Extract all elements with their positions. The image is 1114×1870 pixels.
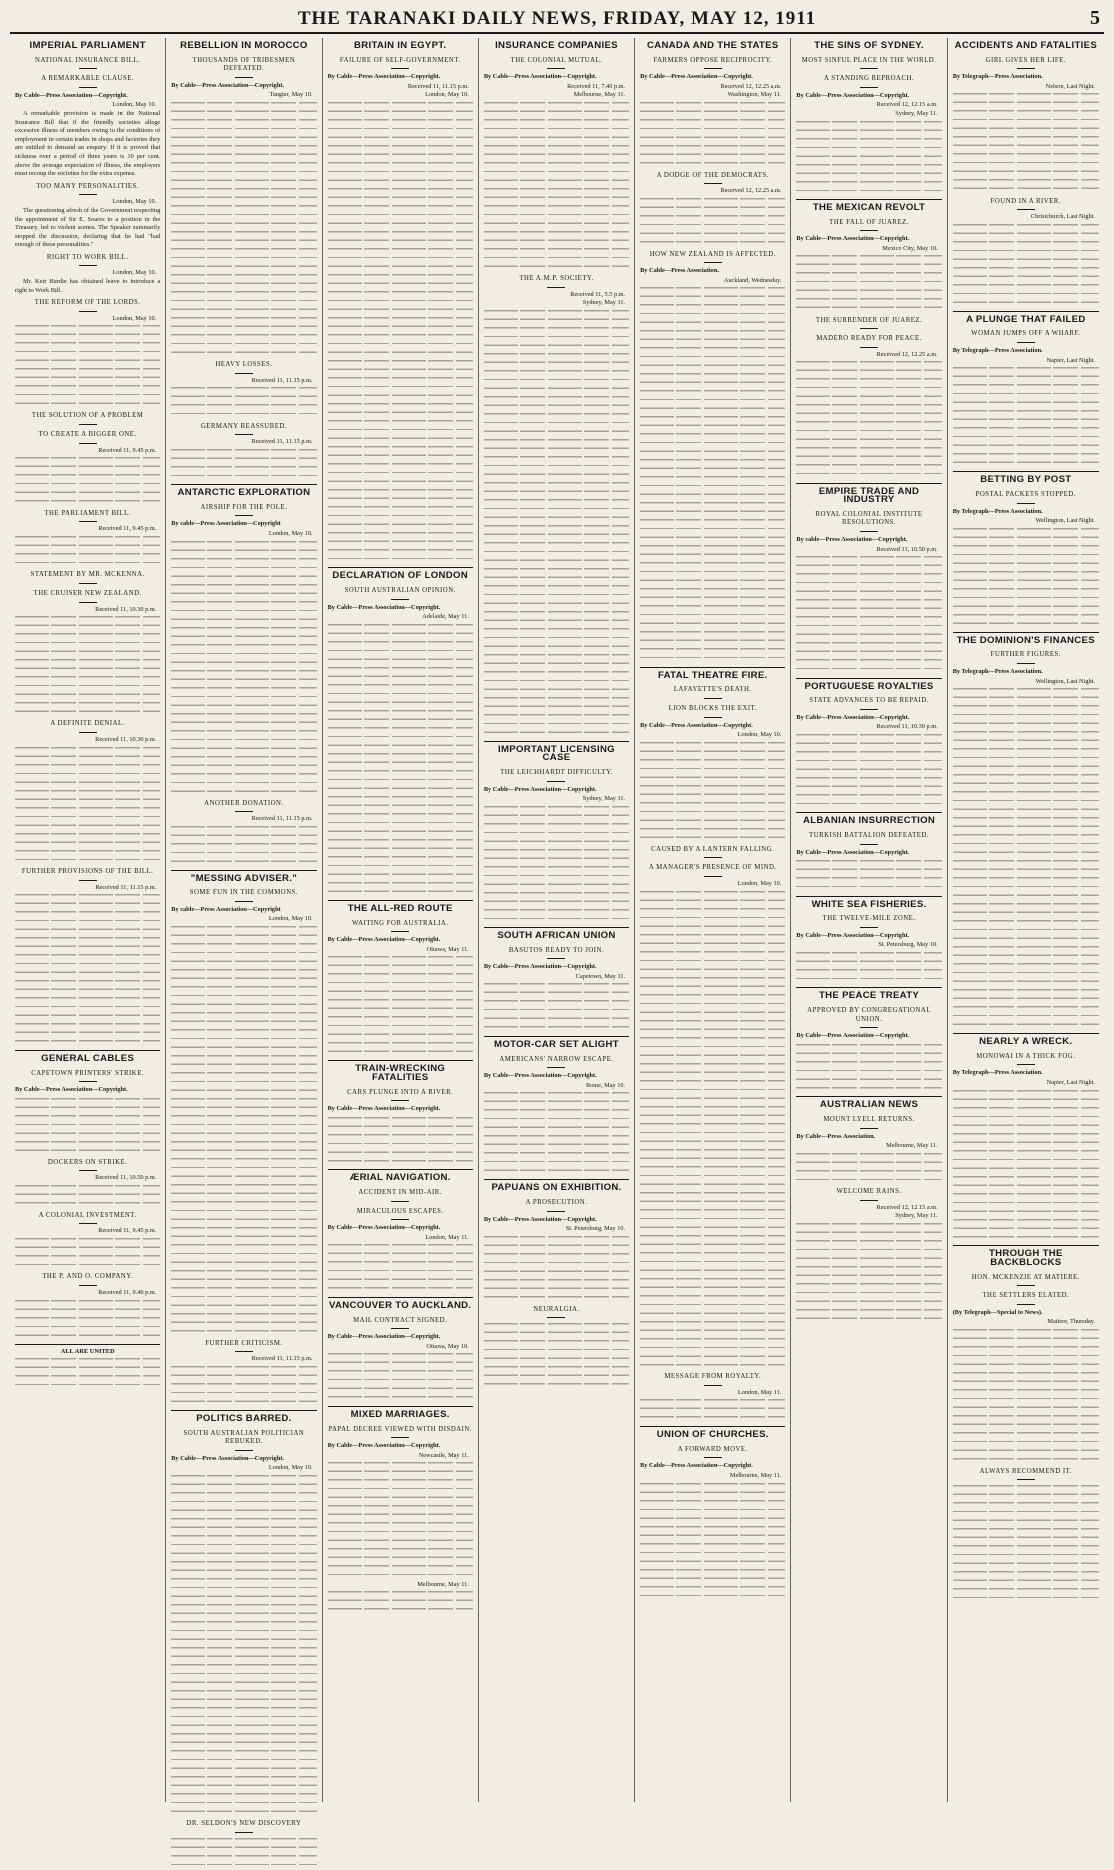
article-body-text [953,91,1099,194]
article-headline: CANADA AND THE STATES [646,40,779,51]
cable-credit: (By Telegraph—Special to News). [952,1308,1043,1316]
article-body-text [328,622,473,897]
article-body-text [171,100,316,358]
article-body-text [640,889,785,1371]
article-headline: TRAIN-WRECKING FATALITIES [328,1060,473,1085]
dateline: Received 11, 5.5 p.m. [570,290,626,298]
dateline: Received 11, 11.15 p.m. [251,1355,313,1363]
article-subheading: FAILURE OF SELF-GOVERNMENT. [328,54,473,73]
dateline: Received 11, 9.45 p.m. [98,525,157,533]
article-headline: THROUGH THE BACKBLOCKS [953,1245,1099,1270]
article-subheading: CARS PLUNGE INTO A RIVER. [328,1086,473,1105]
article-subheading: MOUNT LYELL RETURNS. [796,1113,941,1132]
dateline: Received 12, 12.25 a.m. [720,187,782,195]
article-body-text [796,359,941,479]
dateline: Wellington, Last Night. [1035,517,1095,525]
article-body-text [484,1234,629,1303]
article-headline: A PLUNGE THAT FAILED [953,311,1099,328]
article-body-text [796,858,941,892]
dateline: Received 12, 12.15 a.m. [876,1203,938,1211]
cable-credit: By cable—Press Association—Copyright [171,905,281,913]
article-body-text [640,285,785,663]
cable-credit: By Cable—Press Association—Copyright. [15,1086,128,1094]
cable-credit: By Cable—Press Association—Copyright. [640,73,753,81]
article-paragraph: Mr. Keir Hardie has obtained leave to introduce a right to Work Bill. [15,278,161,294]
dateline: Newcastle, May 11. [418,1451,469,1459]
dateline: Received 11, 10.30 p.m. [95,735,157,743]
article-subheading: FURTHER PROVISIONS OF THE BILL. [15,865,160,884]
cable-credit: By Cable—Press Association. [796,1132,876,1140]
article-subheading: FOUND IN A RIVER. [953,195,1099,214]
article-body-text [484,100,629,272]
article-body-text [15,455,160,507]
article-subheading: ACCIDENT IN MID-AIR. [328,1186,473,1205]
article-headline: THE SINS OF SYDNEY. [814,40,924,51]
article-subheading: ALWAYS RECOMMEND IT. [953,1465,1099,1484]
cable-credit: By Cable—Press Association—Copyright. [15,91,128,99]
dateline: Received 12, 12.25 a.m. [876,350,938,358]
article-body-text [171,385,316,419]
article-subheading: GERMANY REASSURED. [171,420,316,439]
dateline: Received 11, 11.15 p.m. [95,883,157,891]
article-subheading: LION BLOCKS THE EXIT. [640,702,785,721]
article-headline: ÆRIAL NAVIGATION. [328,1169,473,1186]
article-body-text [484,1321,629,1390]
dateline: Mexico City, May 10. [882,244,938,252]
dateline: Received 11, 9.40 p.m. [98,1289,157,1297]
article-subheading: THE CRUISER NEW ZEALAND. [15,587,160,606]
cable-credit: By Cable—Press Association—Copyright. [483,785,597,793]
dateline: Nelson, Last Night. [1045,82,1095,90]
article-body-text [171,1836,316,1870]
article-paragraph: The questioning afresh of the Government respecting the appointment of Sir E. Soares to a position in the Treasury, led to violent scenes. The Speaker summarily stopped the discussion, declaring that he had "had enough of these personalities." [15,206,161,249]
page-number: 5 [1090,7,1100,29]
article-subheading: CAPETOWN PRINTERS' STRIKE. [15,1067,160,1086]
article-subheading: AIRSHIP FOR THE POLE. [171,501,316,520]
article-body-text [171,447,316,481]
dateline: Sydney, May 11. [582,795,626,803]
article-body-text [953,686,1099,1030]
dateline: Received 11, 11.15 p.m. [251,376,313,384]
article-subheading: NATIONAL INSURANCE BILL. [15,54,160,73]
article-subheading: AMERICANS' NARROW ESCAPE. [484,1053,629,1072]
dateline: Melbourne, May 11. [886,1142,938,1150]
article-body-text [640,1397,785,1423]
dateline: London, May 10. [737,731,782,739]
article-body-text [796,554,941,674]
article-headline: DECLARATION OF LONDON [328,567,473,584]
article-subheading: FURTHER FIGURES. [953,648,1099,667]
article-body-text [796,253,941,313]
cable-credit: By Cable—Press Association—Copyright. [796,931,910,939]
article-subheading: HEAVY LOSSES. [171,358,316,377]
article-body-text [953,222,1099,308]
article-subheading: A FORWARD MOVE. [640,1443,785,1462]
article-subheading: POSTAL PACKETS STOPPED. [953,488,1099,507]
article-body-text [640,740,785,843]
article-body-text [171,924,316,1337]
article-headline: PAPUANS ON EXHIBITION. [484,1179,629,1196]
article-subheading: MADERO READY FOR PEACE. [796,332,941,351]
article-subheading: TO CREATE A BIGGER ONE. [15,428,160,447]
cable-credit: By Cable—Press Association—Copyright. [327,1333,441,1341]
article-body-text [953,365,1099,468]
advertisement: ALL ARE UNITED [15,1344,160,1357]
article-subheading: A PROSECUTION. [484,1196,629,1215]
article-headline: "MESSING ADVISER." [171,870,316,887]
dateline: Melbourne, May 11. [573,91,626,99]
article-headline: SOUTH AFRICAN UNION [484,927,629,944]
article-body-text [953,1483,1099,1603]
dateline: London, May 10. [112,314,157,322]
cable-credit: By Telegraph—Press Association. [952,507,1043,515]
article-body-text [484,308,629,738]
article-subheading: A MANAGER'S PRESENCE OF MIND. [640,861,785,880]
cable-credit: By Cable—Press Association—Copyright. [483,1072,597,1080]
article-subheading: FARMERS OPPOSE RECIPROCITY. [640,54,785,73]
article-body-text [796,1221,941,1324]
cable-credit: By cable—Press Association—Copyright [171,520,281,528]
dateline: St. Petersburg, May 10. [878,941,938,949]
cable-credit: By Cable—Press Association. [640,267,719,275]
article-body-text [15,892,160,1047]
dateline: Napier, Last Night. [1046,1079,1095,1087]
dateline: Melbourne, May 11. [417,1580,469,1588]
article-subheading: SOUTH AUSTRALIAN POLITICIAN REBUKED. [171,1427,316,1454]
article-headline: POLITICS BARRED. [171,1410,316,1427]
article-body-text [328,1460,473,1580]
article-subheading: THE COLONIAL MUTUAL. [484,54,629,73]
dateline: Wellington, Last Night. [1035,677,1095,685]
article-subheading: A COLONIAL INVESTMENT. [15,1209,160,1228]
dateline: Received 11, 10.50 p.m. [876,545,938,553]
article-body-text [796,950,941,984]
cable-credit: By Cable—Press Association—Copyright. [796,848,910,856]
article-body-text [953,526,1099,629]
article-body-text [484,1090,629,1176]
dateline: Ottawa, May 10. [426,1342,469,1350]
article-headline: THE PEACE TREATY [796,987,941,1004]
article-subheading: LAFAYETTE'S DEATH. [640,683,785,702]
article-body-text [328,1115,473,1167]
article-body-text [640,1481,785,1601]
cable-credit: By Cable—Press Association—Copyright. [171,1454,284,1462]
dateline: Tangier, May 10. [269,91,313,99]
dateline: Received 11, 11.15 p.m. [251,815,313,823]
dateline: Sydney, May 11. [895,1212,938,1220]
article-headline: NEARLY A WRECK. [953,1033,1099,1050]
cable-credit: By Cable—Press Association—Copyright. [796,713,910,721]
article-headline: EMPIRE TRADE AND INDUSTRY [796,483,941,508]
article-subheading: A DODGE OF THE DEMOCRATS. [640,169,785,188]
article-body-text [15,323,160,409]
article-headline: VANCOUVER TO AUCKLAND. [328,1297,473,1314]
dateline: Christchurch, Last Night. [1030,213,1095,221]
article-subheading: DOCKERS ON STRIKE. [15,1156,160,1175]
article-headline: AUSTRALIAN NEWS [796,1096,941,1113]
dateline: St. Petersburg, May 10. [565,1225,626,1233]
cable-credit: By Cable—Press Association—Copyright. [483,1215,597,1223]
article-body-text [328,1242,473,1294]
dateline: Rome, May 10. [585,1081,626,1089]
article-subheading: THE TWELVE-MILE ZONE. [796,912,941,931]
article-body-text [171,1473,316,1817]
article-subheading: THE FALL OF JUAREZ. [796,216,941,235]
article-subheading: STATEMENT BY MR. MCKENNA. [15,568,160,587]
article-subheading: TURKISH BATTALION DEFEATED. [796,829,941,848]
article-body-text [796,1151,941,1185]
article-body-text [15,1356,160,1390]
article-headline: INSURANCE COMPANIES [495,40,618,51]
article-subheading: BASUTOS READY TO JOIN. [484,944,629,963]
cable-credit: By Telegraph—Press Association. [952,668,1043,676]
dateline: London, May 10. [268,1464,313,1472]
dateline: London, May 11. [425,1233,469,1241]
article-subheading: MESSAGE FROM ROYALTY. [640,1370,785,1389]
cable-credit: By cable—Press Association—Copyright. [796,536,908,544]
article-subheading: THE SOLUTION OF A PROBLEM [15,409,160,428]
article-subheading: APPROVED BY CONGREGATIONAL UNION. [796,1004,941,1031]
dateline: Sydney, May 11. [895,109,938,117]
article-subheading: HOW NEW ZEALAND IS AFFECTED. [640,248,785,267]
dateline: Auckland, Wednesday. [723,276,782,284]
article-headline: PORTUGUESE ROYALTIES [796,678,941,695]
article-body-text [640,100,785,169]
cable-credit: By Cable—Press Association—Copyright. [796,1032,910,1040]
cable-credit: By Cable—Press Association—Copyright. [483,73,597,81]
cable-credit: By Cable—Press Association—Copyright. [327,1105,441,1113]
article-body-text [796,1042,941,1094]
dateline: Napier, Last Night. [1046,356,1095,364]
article-subheading: MAIL CONTRACT SIGNED. [328,1314,473,1333]
dateline: Received 11, 11.15 p.m. [407,82,469,90]
article-subheading: MOST SINFUL PLACE IN THE WORLD. [796,54,941,73]
dateline: Ottawa, May 11. [426,945,469,953]
article-headline: IMPERIAL PARLIAMENT [29,40,146,51]
cable-credit: By Cable—Press Association—Copyright. [327,936,441,944]
article-subheading: RIGHT TO WORK BILL. [15,251,160,270]
dateline: London, May 10. [112,198,157,206]
article-subheading: THE REFORM OF THE LORDS. [15,296,160,315]
dateline: Melbourne, May 11. [729,1472,782,1480]
article-body-text [15,1096,160,1156]
article-subheading: ANOTHER DONATION. [171,797,316,816]
article-body-text [171,539,316,797]
columns [10,38,1104,1828]
column-1 [10,38,166,1802]
article-subheading: THE SETTLERS ELATED. [953,1289,1099,1308]
cable-credit: By Cable—Press Association—Copyright. [327,73,441,81]
article-headline: REBELLION IN MOROCCO [180,40,308,51]
article-body-text [328,954,473,1057]
article-subheading: CAUSED BY A LANTERN FALLING. [640,843,785,862]
article-body-text [15,534,160,568]
column-7 [948,38,1104,1802]
column-3 [323,38,479,1802]
cable-credit: By Cable—Press Association—Copyright. [640,1462,753,1470]
dateline: Received 11, 10.30 p.m. [95,605,157,613]
dateline: Received 11, 10.50 p.m. [95,1174,157,1182]
masthead [10,6,1104,34]
article-body-text [15,745,160,865]
cable-credit: By Telegraph—Press Association. [952,73,1043,81]
article-body-text [796,732,941,809]
article-subheading: HON. MCKENZIE AT MATIERE. [953,1271,1099,1290]
article-headline: ALBANIAN INSURRECTION [796,812,941,829]
cable-credit: By Cable—Press Association—Copyright. [327,1224,441,1232]
article-body-text [15,1298,160,1341]
dateline: Received 11, 9.45 p.m. [98,446,157,454]
article-subheading: A STANDING REPROACH. [796,72,941,91]
article-body-text [953,1088,1099,1243]
article-body-text [640,196,785,248]
dateline: London, May 10. [112,269,157,277]
cable-credit: By Cable—Press Association—Copyright. [483,963,597,971]
article-subheading: MONOWAI IN A THICK FOG. [953,1050,1099,1069]
dateline: Capetown, May 11. [575,972,626,980]
article-headline: MIXED MARRIAGES. [328,1406,473,1423]
cable-credit: By Telegraph—Press Association. [952,1069,1043,1077]
article-body-text [484,981,629,1033]
article-body-text [484,804,629,924]
column-2 [166,38,322,1828]
article-headline: ACCIDENTS AND FATALITIES [954,40,1098,51]
column-4 [479,38,635,1802]
cable-credit: By Cable—Press Association—Copyright. [640,721,753,729]
cable-credit: By Cable—Press Association—Copyright. [171,81,284,89]
article-subheading: WELCOME RAINS. [796,1185,941,1204]
article-headline: IMPORTANT LICENSING CASE [484,741,629,766]
article-subheading: WAITING FOR AUSTRALIA. [328,917,473,936]
article-body-text [953,1327,1099,1465]
article-subheading: THE P. AND O. COMPANY. [15,1270,160,1289]
article-paragraph: A remarkable provision is made in the National Insurance Bill that if the friendly societies allege excessive illness of members owing to the conditions of employment in certain trades in shops and factories they are entitled to demand an enquiry. If it is proved that sickness over a period of three years is 10 per cent. above the average expectation of illness, the employers must recoup the societies for the extra expense. [15,109,161,178]
article-subheading: A DEFINITE DENIAL. [15,717,160,736]
article-subheading: MIRACULOUS ESCAPES. [328,1205,473,1224]
article-subheading: NEURALGIA. [484,1303,629,1322]
cable-credit: By Telegraph—Press Association. [952,346,1043,354]
dateline: Received 12, 12.15 a.m. [876,101,938,109]
cable-credit: By Cable—Press Association—Copyright. [796,235,910,243]
article-headline: MOTOR-CAR SET ALIGHT [484,1036,629,1053]
article-headline: FATAL THEATRE FIRE. [640,667,785,684]
article-subheading: FURTHER CRITICISM. [171,1337,316,1356]
dateline: Received 12, 12.25 a.m. [720,82,782,90]
dateline: Sydney, May 11. [582,299,626,307]
article-headline: WHITE SEA FISHERIES. [796,896,941,913]
article-headline: UNION OF CHURCHES. [640,1426,785,1443]
article-subheading: DR. SELDON'S NEW DISCOVERY [171,1817,316,1836]
article-subheading: SOUTH AUSTRALIAN OPINION. [328,584,473,603]
dateline: London, May 10. [268,915,313,923]
dateline: Received 11, 11.15 p.m. [251,438,313,446]
dateline: London, May 10. [268,529,313,537]
article-headline: ANTARCTIC EXPLORATION [171,484,316,501]
article-subheading: PAPAL DECREE VIEWED WITH DISDAIN. [328,1423,473,1442]
article-headline: THE ALL-RED ROUTE [328,900,473,917]
dateline: London, May 10. [112,101,157,109]
column-5 [635,38,791,1802]
article-subheading: THE A.M.P. SOCIETY. [484,272,629,291]
article-subheading: THOUSANDS OF TRIBESMEN DEFEATED. [171,54,316,81]
article-subheading: TOO MANY PERSONALITIES. [15,180,160,199]
article-subheading: WOMAN JUMPS OFF A WHARF. [953,327,1099,346]
masthead-title: THE TARANAKI DAILY NEWS, FRIDAY, MAY 12, 1911 [297,8,817,29]
dateline: London, May 10. [737,880,782,888]
article-body-text [15,1236,160,1270]
article-headline: THE MEXICAN REVOLT [796,199,941,216]
dateline: Washington, May 11. [727,91,782,99]
dateline: Received 11, 7.40 p.m. [567,82,626,90]
article-headline: THE DOMINION'S FINANCES [953,632,1099,649]
cable-credit: By Cable—Press Association—Copyright. [327,603,441,611]
column-6 [791,38,947,1802]
article-body-text [15,614,160,717]
article-subheading: GIRL GIVES HER LIFE. [953,54,1099,73]
article-subheading: THE SURRENDER OF JUAREZ. [796,314,941,333]
article-body-text [171,1364,316,1407]
dateline: Adelaide, May 11. [422,613,469,621]
article-body-text [15,1183,160,1209]
dateline: London, May 11. [737,1388,782,1396]
article-body-text [796,119,941,196]
article-headline: BETTING BY POST [953,471,1099,488]
article-subheading: THE PARLIAMENT BILL. [15,507,160,526]
article-body-text [171,824,316,867]
cable-credit: By Cable—Press Association—Copyright. [796,91,910,99]
article-subheading: SOME FUN IN THE COMMONS. [171,886,316,905]
article-body-text [328,1351,473,1403]
article-body-text [328,100,473,564]
article-subheading: A REMARKABLE CLAUSE. [15,72,160,91]
article-subheading: THE LEICHHARDT DIFFICULTY. [484,766,629,785]
article-subheading: ROYAL COLONIAL INSTITUTE RESOLUTIONS. [796,508,941,535]
dateline: Received 11, 9.45 p.m. [98,1227,157,1235]
dateline: Received 11, 10.30 p.m. [876,723,938,731]
article-headline: GENERAL CABLES [15,1050,160,1067]
cable-credit: By Cable—Press Association—Copyright. [327,1442,441,1450]
article-subheading: STATE ADVANCES TO BE REPAID. [796,694,941,713]
article-body-text [328,1589,473,1615]
dateline: Matiere, Thursday. [1047,1318,1095,1326]
dateline: London, May 10. [425,91,469,99]
article-headline: BRITAIN IN EGYPT. [354,40,447,51]
